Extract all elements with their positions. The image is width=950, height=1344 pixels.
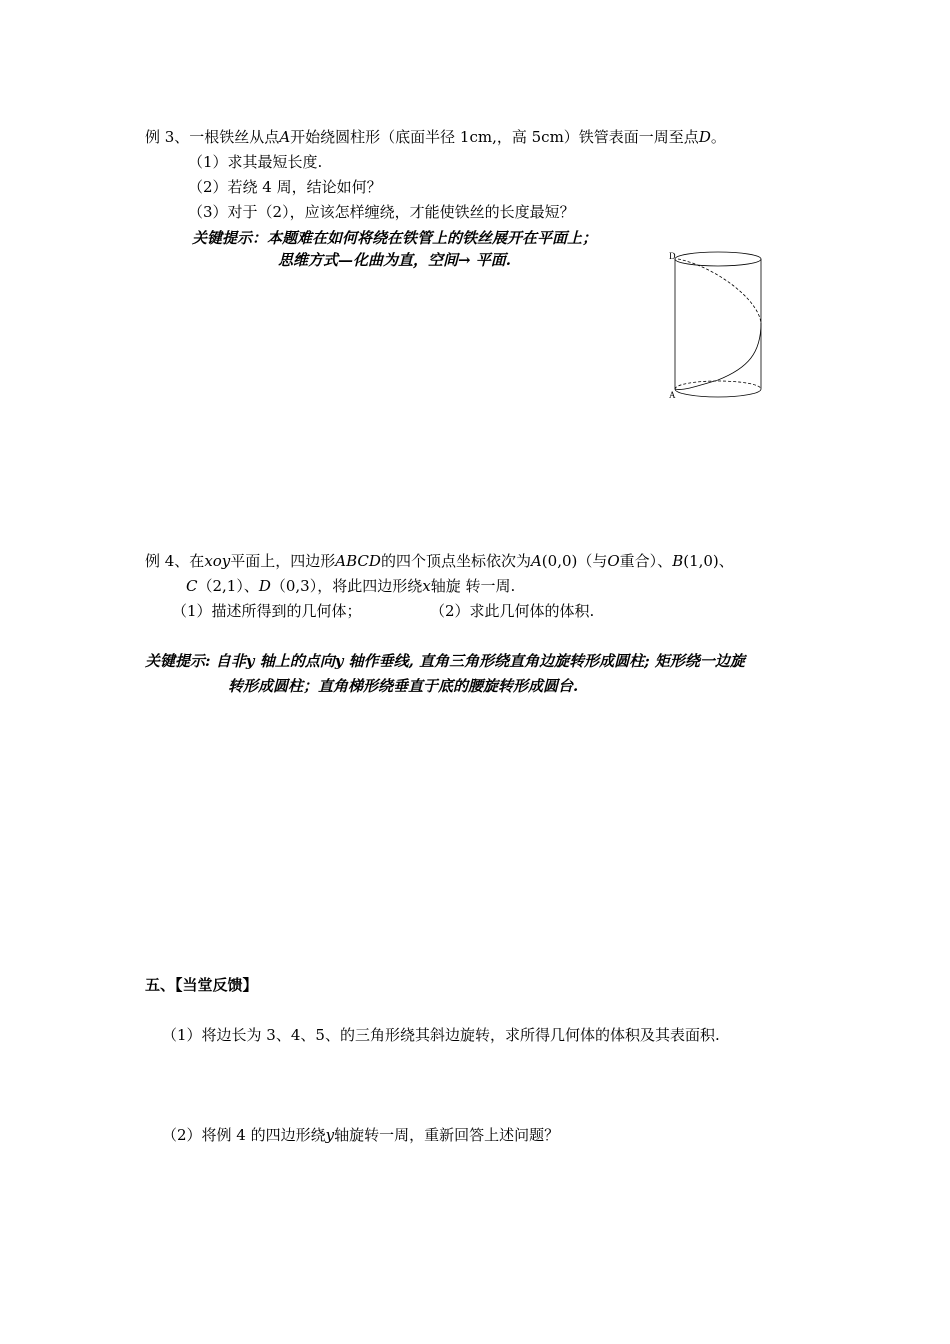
wire-hidden-curve bbox=[678, 259, 761, 323]
example4-text: （2,1）、 bbox=[197, 577, 259, 595]
plane-label: xoy bbox=[204, 552, 231, 570]
cylinder-top-ellipse bbox=[675, 252, 761, 266]
example4-hint-2: 转形成圆柱；直角梯形绕垂直于底的腰旋转形成圆台. bbox=[228, 677, 579, 695]
vertex-b-label: B bbox=[672, 552, 684, 570]
wire-visible-curve bbox=[675, 323, 761, 389]
example3-text: 开始绕圆柱形（底面半径 1cm,，高 5cm）铁管表面一周至点 bbox=[290, 128, 699, 146]
example3-text: 例 3、一根铁丝从点 bbox=[145, 128, 280, 146]
example4-text: （0,3），将此四边形绕 bbox=[270, 577, 423, 595]
example4-text: (1,0)、 bbox=[683, 552, 734, 570]
example3-hint-2: 思维方式—化曲为直，空间→ 平面. bbox=[278, 251, 512, 269]
example3-line1 bbox=[145, 127, 726, 147]
vertex-c-label: C bbox=[186, 577, 198, 595]
figure-label-d: D bbox=[669, 251, 676, 261]
section5-text: （2）将例 4 的四边形绕 bbox=[162, 1126, 326, 1144]
example4-hint-1: 关键提示: 自非y 轴上的点向y 轴作垂线, 直角三角形绕直角边旋转形成圆柱; 矩形绕一边旋 bbox=[145, 652, 745, 670]
figure-label-a: A bbox=[669, 390, 676, 400]
quad-label: ABCD bbox=[335, 552, 381, 570]
section5-text: 轴旋转一周，重新回答上述问题？ bbox=[334, 1126, 560, 1144]
vertex-a-label: A bbox=[530, 552, 542, 570]
example4-text: 例 4、在 bbox=[145, 552, 205, 570]
example4-text: (0,0)（与 bbox=[541, 552, 608, 570]
example3-question-1: （1）求其最短长度. bbox=[188, 153, 323, 171]
origin-label: O bbox=[607, 552, 620, 570]
example4-question-1: （1）描述所得到的几何体； bbox=[172, 602, 362, 620]
cylinder-figure bbox=[668, 248, 778, 408]
example4-line1 bbox=[145, 551, 734, 571]
example3-text: 。 bbox=[710, 128, 726, 146]
section5-question-2 bbox=[162, 1125, 559, 1145]
point-a-label: A bbox=[279, 128, 291, 146]
example3-question-3: （3）对于（2），应该怎样缠绕，才能使铁丝的长度最短？ bbox=[188, 203, 575, 221]
point-d-label: D bbox=[698, 128, 711, 146]
example4-question-2: （2）求此几何体的体积. bbox=[430, 602, 595, 620]
example4-text: 的四个顶点坐标依次为 bbox=[380, 552, 531, 570]
axis-y-label: y bbox=[325, 1126, 335, 1144]
cylinder-bottom-back bbox=[675, 381, 761, 389]
section5-title: 五、【当堂反馈】 bbox=[145, 976, 258, 994]
example3-hint-1: 关键提示：本题难在如何将绕在铁管上的铁丝展开在平面上； bbox=[192, 229, 598, 247]
section5-question-1: （1）将边长为 3、4、5、的三角形绕其斜边旋转，求所得几何体的体积及其表面积. bbox=[162, 1026, 720, 1044]
example4-text: 重合）、 bbox=[619, 552, 673, 570]
vertex-d-label: D bbox=[258, 577, 271, 595]
example4-line2 bbox=[186, 576, 515, 596]
example4-text: 平面上，四边形 bbox=[230, 552, 336, 570]
example3-question-2: （2）若绕 4 周，结论如何？ bbox=[188, 178, 382, 196]
example4-text: 轴旋 转一周. bbox=[430, 577, 516, 595]
cylinder-bottom-front bbox=[675, 389, 761, 397]
axis-x-label: x bbox=[422, 577, 431, 595]
